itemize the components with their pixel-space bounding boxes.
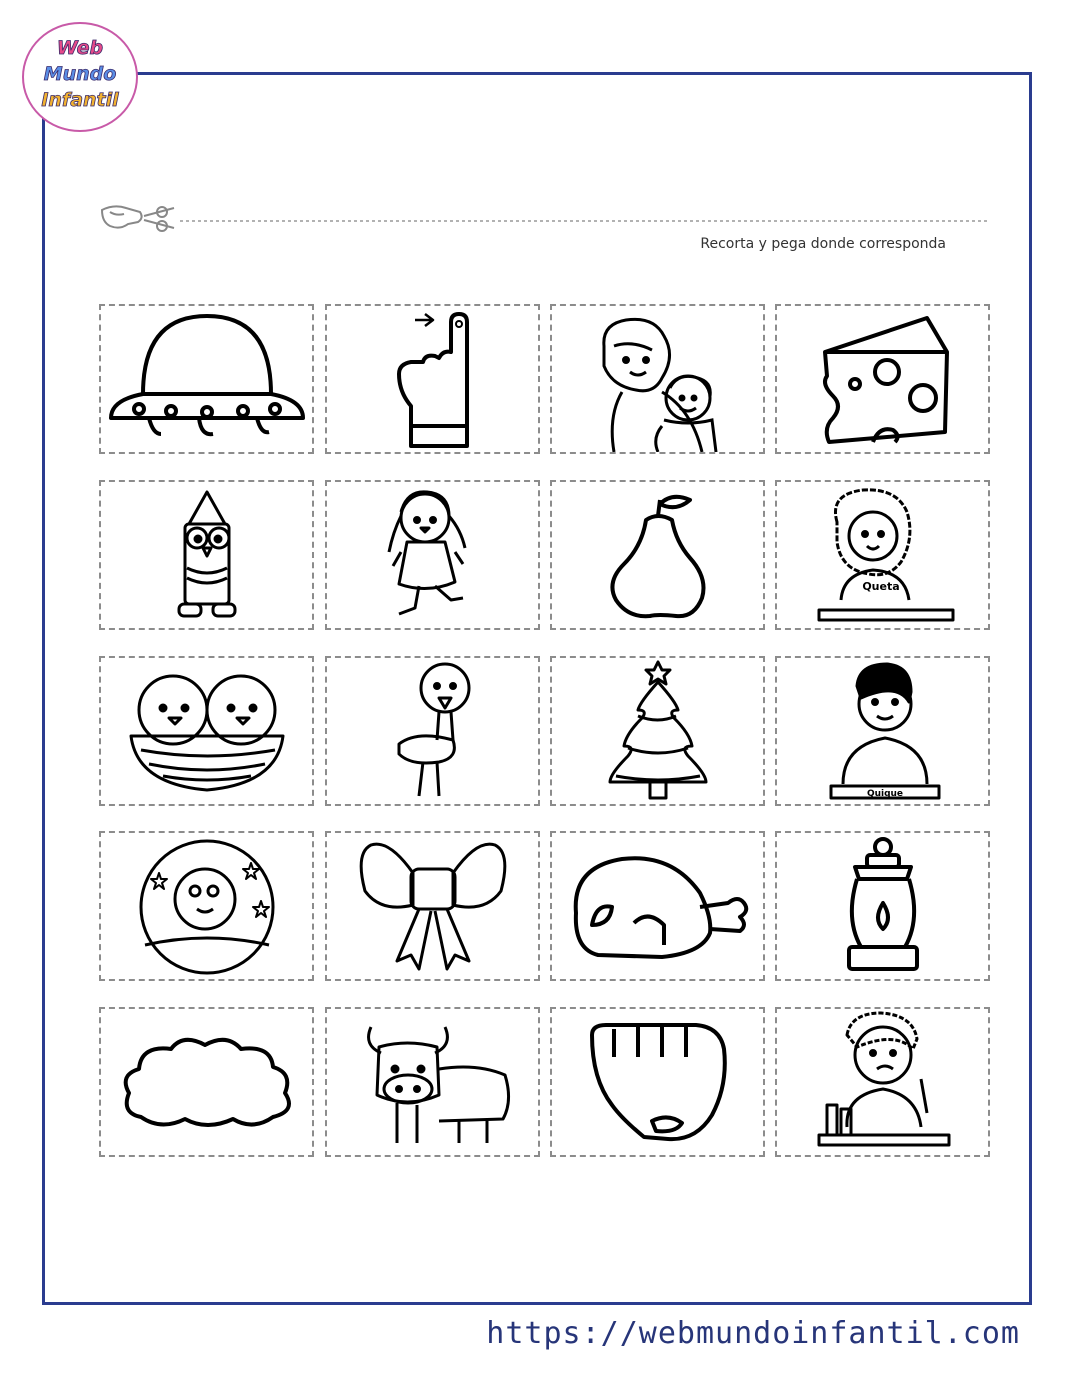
card-chicks-nest[interactable] xyxy=(99,656,314,806)
quique-label: Quique xyxy=(866,789,904,799)
card-boy-scientist[interactable] xyxy=(775,1007,990,1157)
card-ufo[interactable] xyxy=(99,304,314,454)
queta-label: Queta xyxy=(862,580,900,593)
card-pear[interactable] xyxy=(550,480,765,630)
card-christmas-tree[interactable] xyxy=(550,656,765,806)
card-roast-chicken[interactable] xyxy=(550,831,765,981)
card-cloud[interactable] xyxy=(99,1007,314,1157)
card-bow[interactable] xyxy=(325,831,540,981)
card-finger[interactable] xyxy=(325,304,540,454)
footer-url[interactable]: https://webmundoinfantil.com xyxy=(486,1316,1020,1351)
card-fist[interactable] xyxy=(550,1007,765,1157)
instruction-text: Recorta y pega donde corresponda xyxy=(700,236,946,252)
card-cheese[interactable] xyxy=(775,304,990,454)
scissors-cut-line xyxy=(100,200,990,240)
scissors-hand-icon xyxy=(102,206,174,231)
logo-line2: Mundo xyxy=(43,63,117,85)
card-mother-child[interactable] xyxy=(550,304,765,454)
card-girl-desk[interactable] xyxy=(775,480,990,630)
picture-card-grid xyxy=(99,304,992,1160)
card-girl-doll[interactable] xyxy=(325,480,540,630)
web-mundo-infantil-logo xyxy=(22,22,138,132)
card-lantern[interactable] xyxy=(775,831,990,981)
logo-line3: Infantil xyxy=(41,89,119,111)
logo-line1: Web xyxy=(56,37,104,59)
card-moon[interactable] xyxy=(99,831,314,981)
card-yak[interactable] xyxy=(325,1007,540,1157)
card-ostrich[interactable] xyxy=(325,656,540,806)
card-crayon-owl[interactable] xyxy=(99,480,314,630)
card-boy-desk[interactable] xyxy=(775,656,990,806)
